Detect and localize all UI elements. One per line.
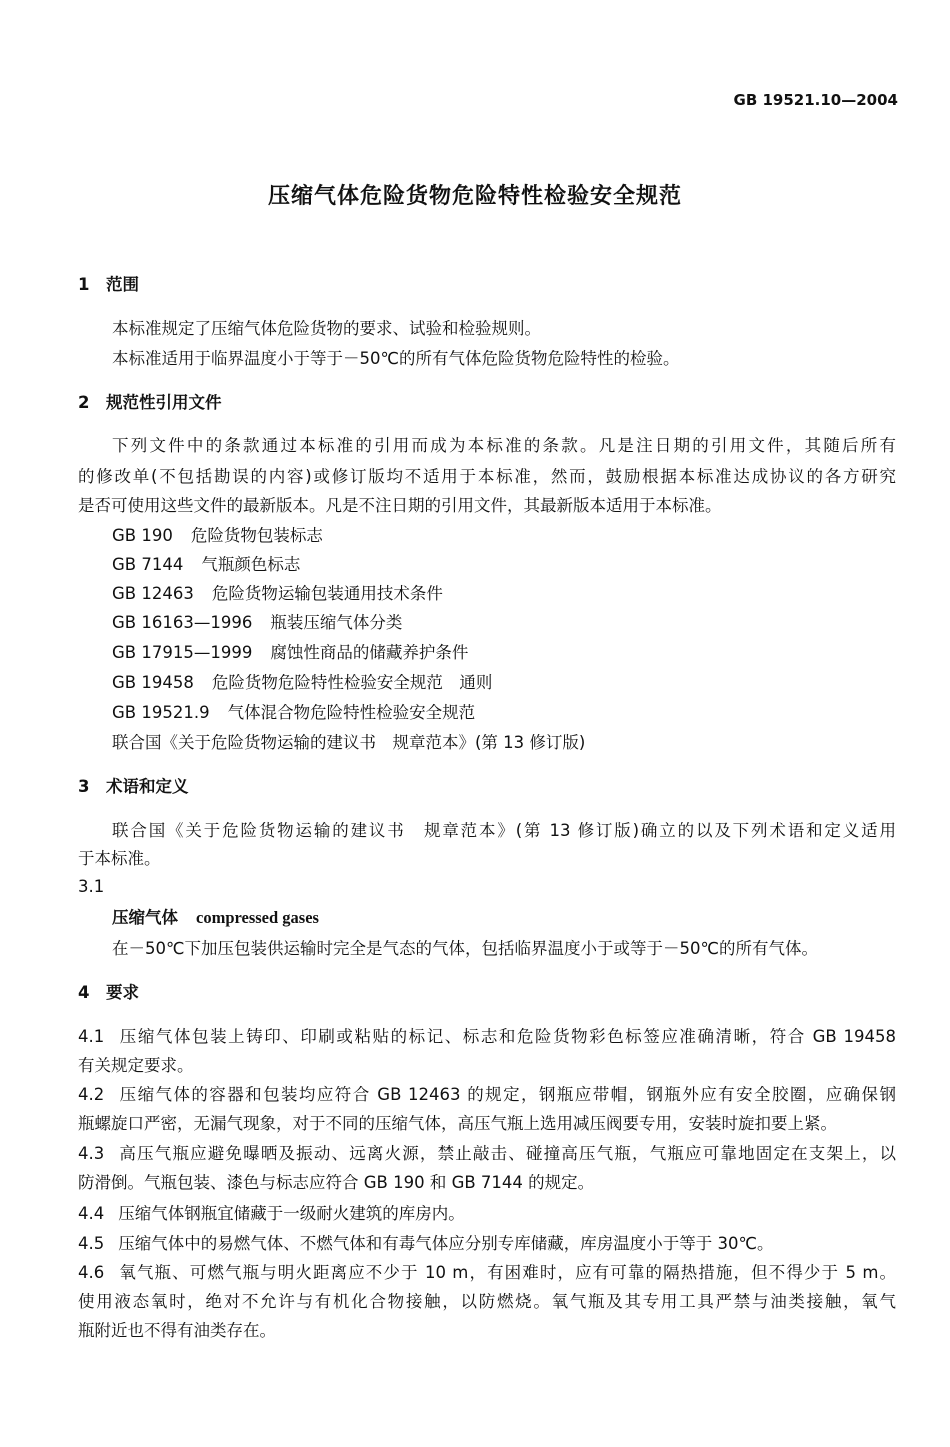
requirement-number: 4.1 <box>78 1027 105 1046</box>
requirement-text: 氧气瓶、可燃气瓶与明火距离应不少于 10 m，有困难时，应有可靠的隔热措施，但不得少于 5 m。 <box>118 1263 896 1282</box>
requirement-text: 压缩气体钢瓶宜储藏于一级耐火建筑的库房内。 <box>118 1204 465 1223</box>
term <box>112 906 319 930</box>
requirement-line <box>78 1290 896 1314</box>
requirement-text: 使用液态氧时，绝对不允许与有机化合物接触，以防燃烧。氧气瓶及其专用工具严禁与油类接触，氧气 <box>78 1292 896 1311</box>
requirement-line <box>78 1054 194 1078</box>
requirement-text: 有关规定要求。 <box>78 1056 194 1075</box>
paragraph-line: 下列文件中的条款通过本标准的引用而成为本标准的条款。凡是注日期的引用文件，其随后所有 <box>112 436 896 455</box>
reference-code: GB 12463 <box>112 584 194 603</box>
requirement-text: 防滑倒。气瓶包装、漆色与标志应符合 GB 190 和 GB 7144 的规定。 <box>78 1173 595 1192</box>
paragraph: 本标准适用于临界温度小于等于－50℃的所有气体危险货物危险特性的检验。 <box>112 349 680 368</box>
section-title: 术语和定义 <box>106 777 189 796</box>
requirement-number: 4.4 <box>78 1204 105 1223</box>
paragraph-line: 联合国《关于危险货物运输的建议书 规章范本》(第 13 修订版)确立的以及下列术语和定义适用 <box>112 821 896 840</box>
requirement-text: 瓶螺旋口严密，无漏气现象，对于不同的压缩气体，高压气瓶上选用减压阀要专用，安装时旋扣要上紧。 <box>78 1114 837 1133</box>
section-4-heading <box>78 981 139 1005</box>
requirement-text: 高压气瓶应避免曝晒及振动、远离火源，禁止敲击、碰撞高压气瓶，气瓶应可靠地固定在支架上，以 <box>118 1144 896 1163</box>
section-title: 要求 <box>106 983 139 1002</box>
reference-item <box>112 671 492 695</box>
reference-title: 腐蚀性商品的储藏养护条件 <box>270 643 469 662</box>
reference-item <box>112 582 443 606</box>
reference-title: 危险货物包装标志 <box>190 526 323 545</box>
section-3-heading <box>78 775 189 799</box>
reference-item <box>112 611 402 635</box>
reference-code: GB 7144 <box>112 555 184 574</box>
requirement-line <box>78 1142 896 1166</box>
paragraph-line: 的修改单(不包括勘误的内容)或修订版均不适用于本标准，然而，鼓励根据本标准达成协议的各方研究 <box>78 467 896 486</box>
requirement-text: 压缩气体的容器和包装均应符合 GB 12463 的规定，钢瓶应带帽，钢瓶外应有安全胶圈，应确保钢 <box>118 1085 896 1104</box>
reference-title: 气体混合物危险特性检验安全规范 <box>227 703 476 722</box>
term-english: compressed gases <box>196 908 319 927</box>
requirement-line <box>78 1261 896 1285</box>
requirement-number: 4.3 <box>78 1144 105 1163</box>
reference-item <box>112 731 603 755</box>
reference-code: GB 17915—1999 <box>112 643 253 662</box>
requirement-line <box>78 1112 837 1136</box>
requirement-line <box>78 1025 896 1049</box>
section-number: 3 <box>78 777 90 796</box>
reference-code: GB 190 <box>112 526 173 545</box>
section-number: 2 <box>78 393 90 412</box>
paragraph-line: 于本标准。 <box>78 849 161 868</box>
requirement-line <box>78 1202 465 1226</box>
requirement-line <box>78 1319 276 1343</box>
requirement-number: 4.5 <box>78 1234 105 1253</box>
requirement-number: 4.2 <box>78 1085 105 1104</box>
section-title: 范围 <box>106 275 139 294</box>
paragraph-line: 是否可使用这些文件的最新版本。凡是不注日期的引用文件，其最新版本适用于本标准。 <box>78 496 722 515</box>
requirement-text: 压缩气体包装上铸印、印刷或粘贴的标记、标志和危险货物彩色标签应准确清晰，符合 GB 19458 <box>118 1027 896 1046</box>
reference-item <box>112 524 323 548</box>
term-chinese: 压缩气体 <box>112 908 178 927</box>
section-2-heading <box>78 391 222 415</box>
reference-code: GB 19521.9 <box>112 703 210 722</box>
definition: 在－50℃下加压包装供运输时完全是气态的气体，包括临界温度小于或等于－50℃的所有气体。 <box>112 939 819 958</box>
requirement-line <box>78 1232 774 1256</box>
reference-item <box>112 553 300 577</box>
section-number: 1 <box>78 275 90 294</box>
reference-title: 瓶装压缩气体分类 <box>270 613 403 632</box>
document-title: 压缩气体危险货物危险特性检验安全规范 <box>267 184 682 209</box>
reference-title: 气瓶颜色标志 <box>201 555 301 574</box>
section-title: 规范性引用文件 <box>106 393 222 412</box>
paragraph: 本标准规定了压缩气体危险货物的要求、试验和检验规则。 <box>112 319 541 338</box>
reference-title: 危险货物运输包装通用技术条件 <box>211 584 443 603</box>
reference-item <box>112 641 468 665</box>
requirement-number: 4.6 <box>78 1263 105 1282</box>
reference-code: 联合国《关于危险货物运输的建议书 规章范本》(第 13 修订版) <box>112 733 586 752</box>
section-number: 4 <box>78 983 90 1002</box>
reference-code: GB 16163—1996 <box>112 613 253 632</box>
reference-item <box>112 701 475 725</box>
standard-code: GB 19521.10—2004 <box>733 91 898 109</box>
section-1-heading <box>78 273 139 297</box>
subsection-number: 3.1 <box>78 877 105 896</box>
requirement-text: 压缩气体中的易燃气体、不燃气体和有毒气体应分别专库储藏，库房温度小于等于 30℃。 <box>118 1234 774 1253</box>
requirement-line <box>78 1171 594 1195</box>
reference-code: GB 19458 <box>112 673 194 692</box>
requirement-line <box>78 1083 896 1107</box>
reference-title: 危险货物危险特性检验安全规范 通则 <box>211 673 493 692</box>
requirement-text: 瓶附近也不得有油类存在。 <box>78 1321 276 1340</box>
